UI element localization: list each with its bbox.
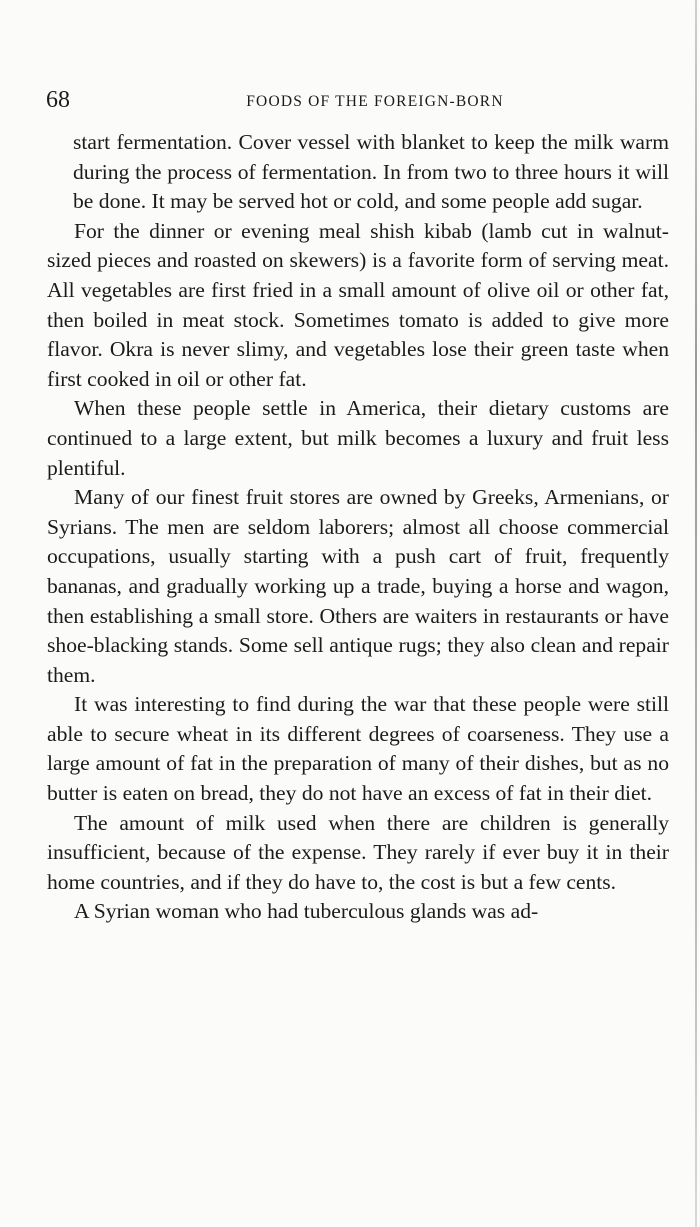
paragraph: Many of our finest fruit stores are owned by Greeks, Armenians, or Syrians. The men are seldom laborers; almost all choose commercial occupations, usually starting with a push cart of fruit, frequently bananas, and gradually working up a trade, buying a horse and wagon, then establishing a small store. Others are waiters in restaurants or have shoe-blacking stands. Some sell antique rugs; they also clean and repair them. [47,485,669,687]
paragraph: When these people settle in America, their dietary customs are continued to a large extent, but milk becomes a luxury and fruit less plentiful. [47,396,669,480]
paragraph: The amount of milk used when there are children is generally insufficient, because of the expense. They rarely if ever buy it in their home countries, and if they do have to, the cost is but a few cents. [47,810,669,894]
page-number: 68 [46,87,70,113]
paragraph-continued: start fermentation. Cover vessel with blanket to keep the milk warm during the process of fermentation. In from two to three hours it will be done. It may be served hot or cold, and some people add sugar. [73,130,669,214]
paragraph: For the dinner or evening meal shish kibab (lamb cut in walnut-sized pieces and roasted on skewers) is a favorite form of serving meat. All vegetables are first fried in a small amount of olive oil or other fat, then boiled in meat stock. Sometimes tomato is added to give more flavor. Okra is never slimy, and vegetables lose their green taste when first cooked in oil or other fat. [47,218,669,391]
page-body [47,128,669,927]
running-title: FOODS OF THE FOREIGN-BORN [246,93,504,110]
page-edge [695,0,697,1227]
paragraph-last: A Syrian woman who had tuberculous glands was ad- [74,899,539,924]
page-header [46,82,670,118]
paragraph: It was interesting to find during the war that these people were still able to secure wheat in its different degrees of coarseness. They use a large amount of fat in the preparation of many of their dishes, but as no butter is eaten on bread, they do not have an excess of fat in their diet. [47,692,669,806]
